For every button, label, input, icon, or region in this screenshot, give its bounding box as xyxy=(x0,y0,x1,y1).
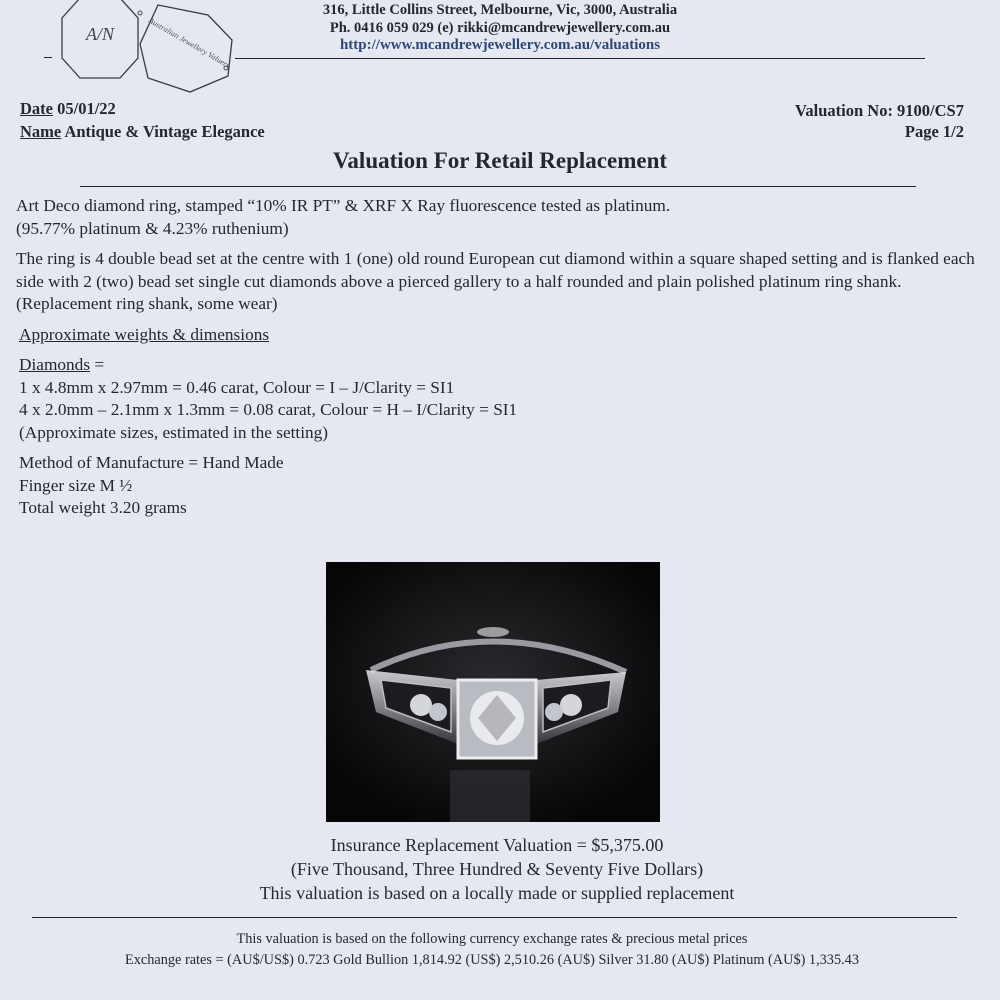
logo-monogram: A/N xyxy=(85,24,115,44)
letterhead xyxy=(300,2,700,55)
date-label: Date xyxy=(20,99,53,118)
diamonds-suffix: = xyxy=(90,355,105,374)
header-divider xyxy=(235,58,925,59)
details-section xyxy=(19,452,986,520)
description-paragraph: The ring is 4 double bead set at the centre with 1 (one) old round European cut diamond within a square shaped setting and is flanked each side with 2 (two) bead set single cut diamonds above a pierced gallery to a half rounded and plain polished platinum ring shank. (Replacement ring shank, some wear) xyxy=(16,249,975,313)
ring-illustration xyxy=(326,562,660,822)
header-tick xyxy=(44,57,52,58)
title-divider xyxy=(80,186,916,187)
footer-line-1: This valuation is based on the following currency exchange rates & precious metal prices xyxy=(236,931,748,947)
name-label: Name xyxy=(20,122,62,141)
side-diamond xyxy=(410,694,432,716)
date-row xyxy=(20,97,265,120)
detail-total-weight: Total weight 3.20 grams xyxy=(19,498,187,517)
diamond-line-1: 1 x 4.8mm x 2.97mm = 0.46 carat, Colour = I – J/Clarity = SI1 xyxy=(19,377,455,397)
name-value: Antique & Vintage Elegance xyxy=(61,122,265,141)
diamond-line-2: 4 x 2.0mm – 2.1mm x 1.3mm = 0.08 carat, Colour = H – I/Clarity = SI1 xyxy=(19,400,518,419)
diamonds-section xyxy=(19,354,986,444)
valuation-amount: Insurance Replacement Valuation = $5,375.00 xyxy=(330,835,664,855)
footer-exchange-rates: Exchange rates = (AU$/US$) 0.723 Gold Bullion 1,814.92 (US$) 2,510.26 (AU$) Silver 31.80 (AU$) Platinum (AU$) 1,335.43 xyxy=(125,952,859,968)
description-intro xyxy=(16,195,986,240)
name-row xyxy=(20,120,265,143)
description-line-1: Art Deco diamond ring, stamped “10% IR PT” & XRF X Ray fluorescence tested as platinum. xyxy=(16,196,671,215)
footer-divider xyxy=(32,917,957,918)
side-diamond xyxy=(560,694,582,716)
side-diamond xyxy=(429,703,447,721)
document-meta-left xyxy=(20,97,265,143)
valuation-number: Valuation No: 9100/CS7 xyxy=(794,101,964,120)
valuation-basis: This valuation is based on a locally made or supplied replacement xyxy=(259,883,735,903)
side-diamond xyxy=(545,703,563,721)
letterhead-address: 316, Little Collins Street, Melbourne, Vic, 3000, Australia xyxy=(322,2,678,18)
diamonds-label: Diamonds xyxy=(19,355,91,374)
diamond-line-3: (Approximate sizes, estimated in the setting) xyxy=(19,422,329,442)
ring-photo xyxy=(326,562,660,822)
detail-finger-size: Finger size M ½ xyxy=(19,475,133,495)
dimensions-heading: Approximate weights & dimensions xyxy=(19,324,270,344)
document-meta-right xyxy=(795,100,964,142)
page-number: Page 1/2 xyxy=(904,122,964,141)
letterhead-contact: Ph. 0416 059 029 (e) rikki@mcandrewjewellery.com.au xyxy=(329,19,671,36)
ring-reflection xyxy=(450,770,530,822)
logo-script: Australian Jewellery Valuers xyxy=(146,15,232,70)
letterhead-url[interactable]: http://www.mcandrewjewellery.com.au/valuations xyxy=(339,37,661,53)
company-logo xyxy=(40,0,250,95)
valuation-words: (Five Thousand, Three Hundred & Seventy Five Dollars) xyxy=(290,859,704,879)
document-title: Valuation For Retail Replacement xyxy=(332,148,668,173)
footer xyxy=(0,929,984,971)
valuation-summary xyxy=(0,833,994,905)
detail-manufacture: Method of Manufacture = Hand Made xyxy=(19,453,284,472)
dimensions-heading-row xyxy=(16,324,986,347)
description-line-2: (95.77% platinum & 4.23% ruthenium) xyxy=(16,218,289,238)
document-body xyxy=(16,195,986,528)
date-value: 05/01/22 xyxy=(52,99,116,118)
